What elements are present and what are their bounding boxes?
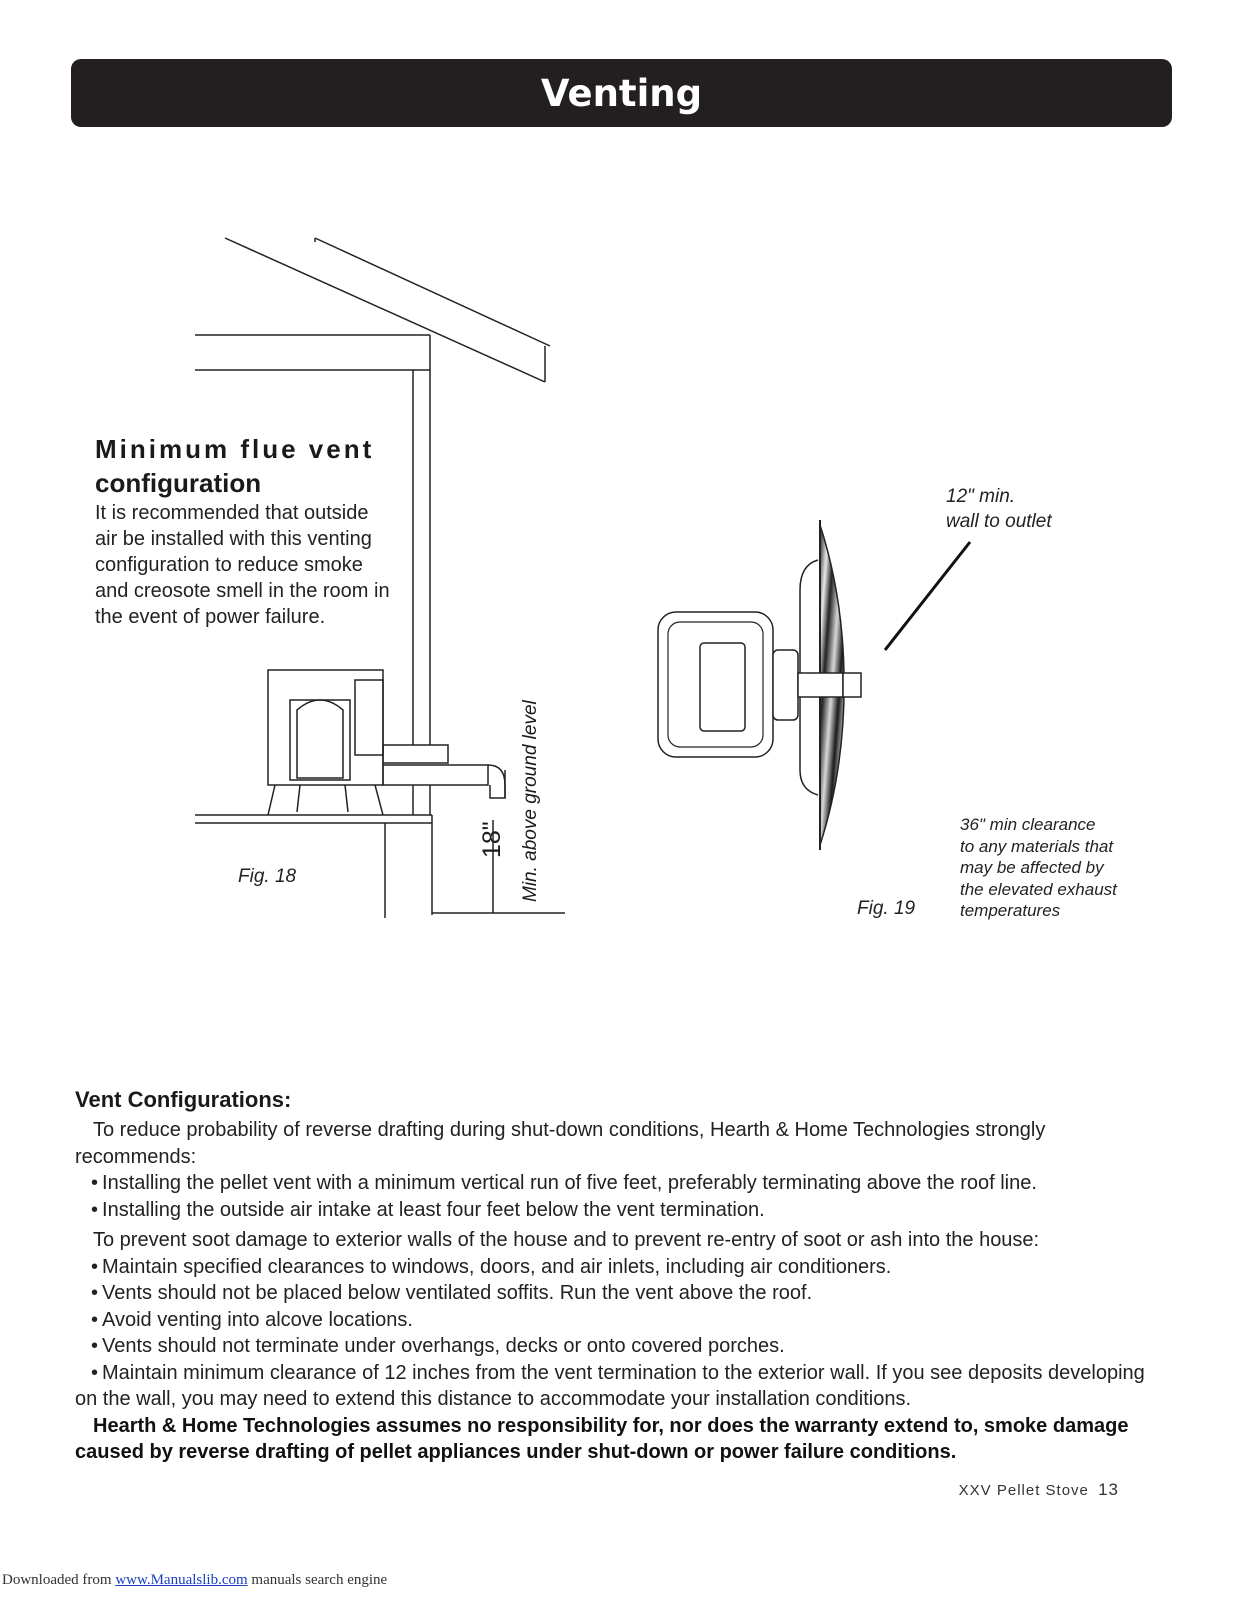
soot-item: • Vents should not be placed below ventilated soffits. Run the vent above the roof. <box>91 1282 813 1304</box>
recommendation-item: • Installing the outside air intake at least four feet below the vent termination. <box>91 1198 765 1221</box>
fig19-clearance-line: to any materials that <box>960 836 1114 856</box>
recommendation-text: Installing the pellet vent with a minimum vertical run of five feet, preferably terminating above the roof line. <box>102 1172 1037 1194</box>
footer-product: XXV Pellet Stove <box>958 1482 1089 1499</box>
fig18-dimension: 18" <box>478 821 506 858</box>
source-line <box>2 1572 387 1589</box>
warranty-disclaimer: Hearth & Home Technologies assumes no responsibility for, nor does the warranty extend to, smoke damage caused by reverse drafting of pellet appliances under shut-down or power failure conditions. <box>75 1414 1129 1463</box>
vent-intro: To reduce probability of reverse drafting during shut-down conditions, Hearth & Home Technologies strongly recommends: <box>75 1119 1046 1168</box>
fig18-heading-line1: Minimum flue vent <box>95 434 375 464</box>
page-title: Venting <box>540 71 703 115</box>
fig19-clearance-line: temperatures <box>960 901 1061 920</box>
soot-text: Vents should not terminate under overhangs, decks or onto covered porches. <box>102 1335 785 1357</box>
soot-text: Avoid venting into alcove locations. <box>102 1308 413 1331</box>
soot-item: • Maintain specified clearances to windows, doors, and air inlets, including air conditioners. <box>91 1255 892 1278</box>
vent-configurations-heading: Vent Configurations: <box>75 1087 292 1112</box>
recommendation-item: • Installing the pellet vent with a minimum vertical run of five feet, preferably terminating above the roof line. <box>91 1172 1037 1194</box>
soot-item: • Vents should not terminate under overhangs, decks or onto covered porches. <box>91 1335 785 1357</box>
soot-text: Maintain specified clearances to windows, doors, and air inlets, including air conditioners. <box>102 1255 892 1278</box>
soot-text: Vents should not be placed below ventilated soffits. Run the vent above the roof. <box>102 1282 813 1304</box>
source-link[interactable]: www.Manualslib.com <box>115 1572 248 1588</box>
fig19-clearance-line: 36" min clearance <box>960 815 1096 834</box>
fig18-dimension-caption: Min. above ground level <box>520 700 541 902</box>
soot-item: • Maintain minimum clearance of 12 inches from the vent termination to the exterior wall. If you see deposits developing on the wall, you may need to extend this distance to accommodate your installation conditions. <box>75 1361 1145 1410</box>
source-suffix: manuals search engine <box>247 1572 388 1588</box>
fig18-description: It is recommended that outside air be installed with this venting configuration to reduce smoke and creosote smell in the room in the event of power failure. <box>95 502 390 628</box>
page-footer <box>959 1480 1119 1500</box>
fig19-top-view-drawing <box>658 520 970 850</box>
source-prefix: Downloaded from <box>2 1572 116 1588</box>
fig18-label: Fig. 18 <box>238 866 297 887</box>
fig19-callout <box>946 484 1052 534</box>
soot-item: • Avoid venting into alcove locations. <box>91 1308 413 1331</box>
fig19-callout-line1: 12" min. <box>946 486 1016 507</box>
fig18-heading-line2: configuration <box>95 468 262 498</box>
recommendation-text: Installing the outside air intake at least four feet below the vent termination. <box>102 1198 765 1221</box>
page-number: 13 <box>1098 1480 1119 1499</box>
fig19-clearance-note <box>960 814 1117 922</box>
fig19-clearance-line: the elevated exhaust <box>960 879 1117 899</box>
soot-intro: To prevent soot damage to exterior walls of the house and to prevent re-entry of soot or ash into the house: <box>93 1229 1040 1251</box>
vent-configurations-section <box>75 1085 1145 1466</box>
fig19-label: Fig. 19 <box>857 898 916 919</box>
fig19-callout-line2: wall to outlet <box>946 511 1052 532</box>
soot-text: Maintain minimum clearance of 12 inches from the vent termination to the exterior wall. If you see deposits developing on the wall, you may need to extend this distance to accommodate your installation conditions. <box>75 1361 1145 1410</box>
fig19-clearance-line: may be affected by <box>960 858 1104 877</box>
fig18-heading <box>95 432 395 500</box>
